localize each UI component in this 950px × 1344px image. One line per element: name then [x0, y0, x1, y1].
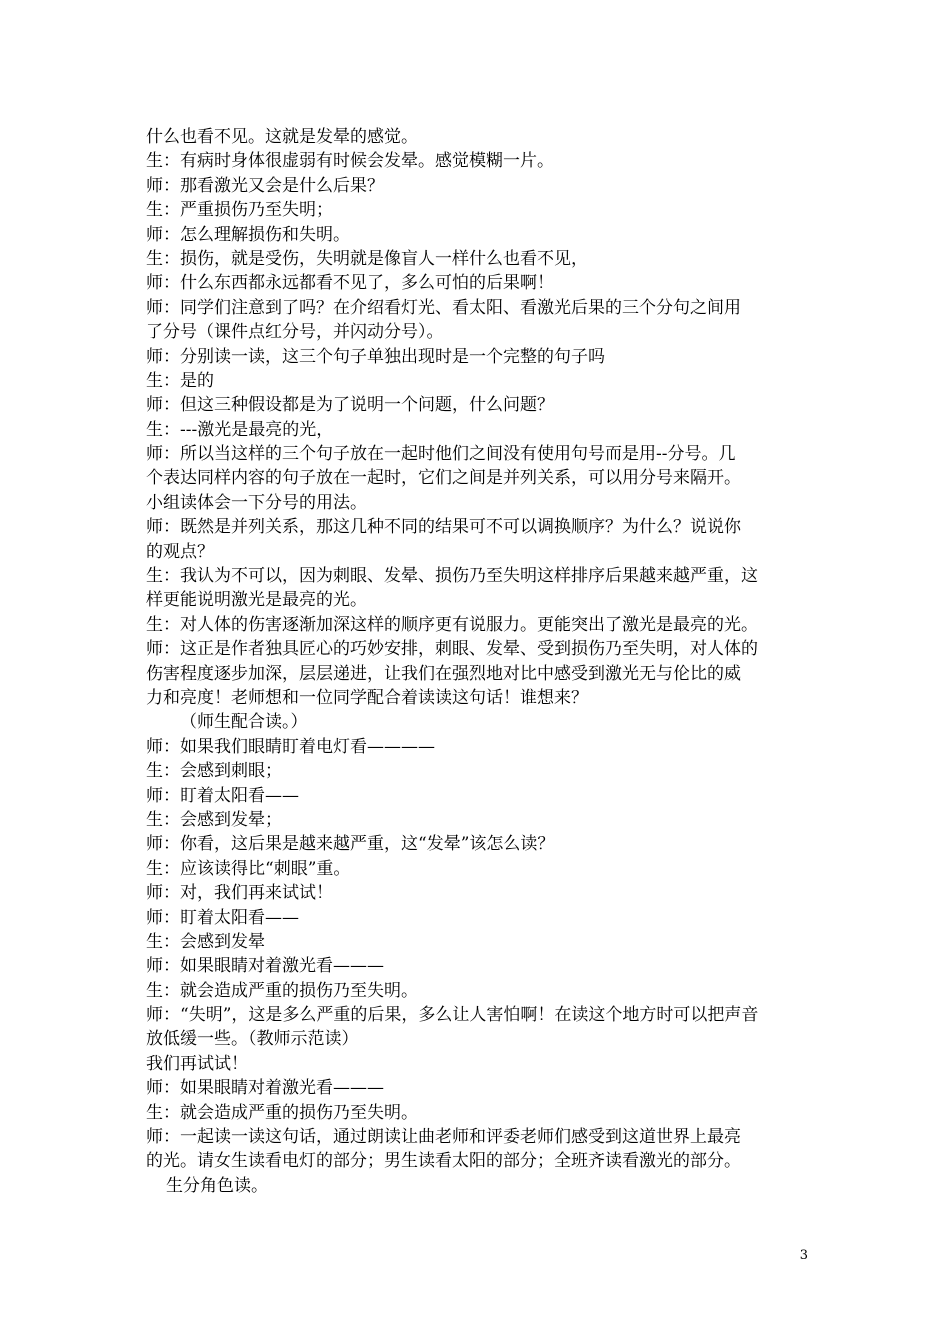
text-line: 伤害程度逐步加深，层层递进，让我们在强烈地对比中感受到激光无与伦比的威: [146, 663, 741, 684]
text-line: 生：我认为不可以，因为刺眼、发晕、损伤乃至失明这样排序后果越来越严重，这: [146, 566, 758, 587]
text-line: 师：既然是并列关系，那这几种不同的结果可不可以调换顺序？为什么？说说你: [146, 517, 741, 538]
text-line: 力和亮度！老师想和一位同学配合着读读这句话！谁想来？: [146, 687, 588, 708]
text-line: 生：损伤，就是受伤，失明就是像盲人一样什么也看不见，: [146, 248, 588, 269]
text-line: 师：同学们注意到了吗？在介绍看灯光、看太阳、看激光后果的三个分句之间用: [146, 297, 741, 318]
text-line: 的观点？: [146, 541, 214, 562]
text-line: 师：所以当这样的三个句子放在一起时他们之间没有使用句号而是用--分号。几: [146, 444, 736, 465]
text-line: 生：就会造成严重的损伤乃至失明。: [146, 1102, 418, 1123]
text-line: 小组读体会一下分号的用法。: [146, 492, 367, 513]
text-line: 放低缓一些。（教师示范读）: [146, 1029, 359, 1050]
text-line: 师：这正是作者独具匠心的巧妙安排，刺眼、发晕、受到损伤乃至失明，对人体的: [146, 639, 758, 660]
text-line: 生：会感到刺眼；: [146, 761, 282, 782]
text-line: 什么也看不见。这就是发晕的感觉。: [146, 127, 418, 147]
text-line: 师：分别读一读，这三个句子单独出现时是一个完整的句子吗: [146, 346, 605, 367]
text-line: 师：怎么理解损伤和失明。: [146, 224, 350, 245]
text-line: 生：应该读得比“刺眼”重。: [146, 858, 351, 879]
text-line: 我们再试试！: [146, 1053, 248, 1074]
text-line: 样更能说明激光是最亮的光。: [146, 590, 367, 611]
text-line: 个表达同样内容的句子放在一起时，它们之间是并列关系，可以用分号来隔开。: [146, 468, 741, 489]
text-line: 生：有病时身体很虚弱有时候会发晕。感觉模糊一片。: [146, 151, 554, 172]
text-line: 师：盯着太阳看——: [146, 907, 299, 928]
text-line: 了分号（课件点红分号，并闪动分号）。: [146, 322, 444, 343]
text-line: 生：会感到发晕: [146, 931, 265, 952]
text-line: 的光。请女生读看电灯的部分；男生读看太阳的部分；全班齐读看激光的部分。: [146, 1151, 741, 1172]
text-line: 师：如果眼睛对着激光看———: [146, 1078, 384, 1099]
text-line: 师：盯着太阳看——: [146, 785, 299, 806]
text-line: 师：什么东西都永远都看不见了，多么可怕的后果啊！: [146, 273, 554, 294]
text-line: 生：严重损伤乃至失明；: [146, 200, 333, 221]
text-line: 师：如果我们眼睛盯着电灯看————: [146, 736, 435, 757]
text-line: 生：对人体的伤害逐渐加深这样的顺序更有说服力。更能突出了激光是最亮的光。: [146, 614, 758, 635]
text-line: 师：你看，这后果是越来越严重，这“发晕”该怎么读？: [146, 834, 555, 855]
document-body: [146, 125, 816, 1198]
text-line-indented: （师生配合读。）: [180, 712, 308, 733]
text-line: 师：一起读一读这句话，通过朗读让曲老师和评委老师们感受到这道世界上最亮: [146, 1127, 741, 1148]
text-line: 生：就会造成严重的损伤乃至失明。: [146, 980, 418, 1001]
text-line: 生：---激光是最亮的光，: [146, 419, 334, 440]
text-line: 师：“失明”，这是多么严重的后果，多么让人害怕啊！在读这个地方时可以把声音: [146, 1005, 759, 1026]
text-line: 师：如果眼睛对着激光看———: [146, 956, 384, 977]
text-line: 生：会感到发晕；: [146, 809, 282, 830]
text-line: 生：是的: [146, 370, 214, 391]
text-line: 师：对，我们再来试试！: [146, 883, 333, 904]
text-line: 师：那看激光又会是什么后果？: [146, 175, 384, 196]
text-line-indented: 生分角色读。: [166, 1175, 268, 1196]
page-number: 3: [799, 1248, 808, 1263]
text-line: 师：但这三种假设都是为了说明一个问题，什么问题？: [146, 395, 554, 416]
